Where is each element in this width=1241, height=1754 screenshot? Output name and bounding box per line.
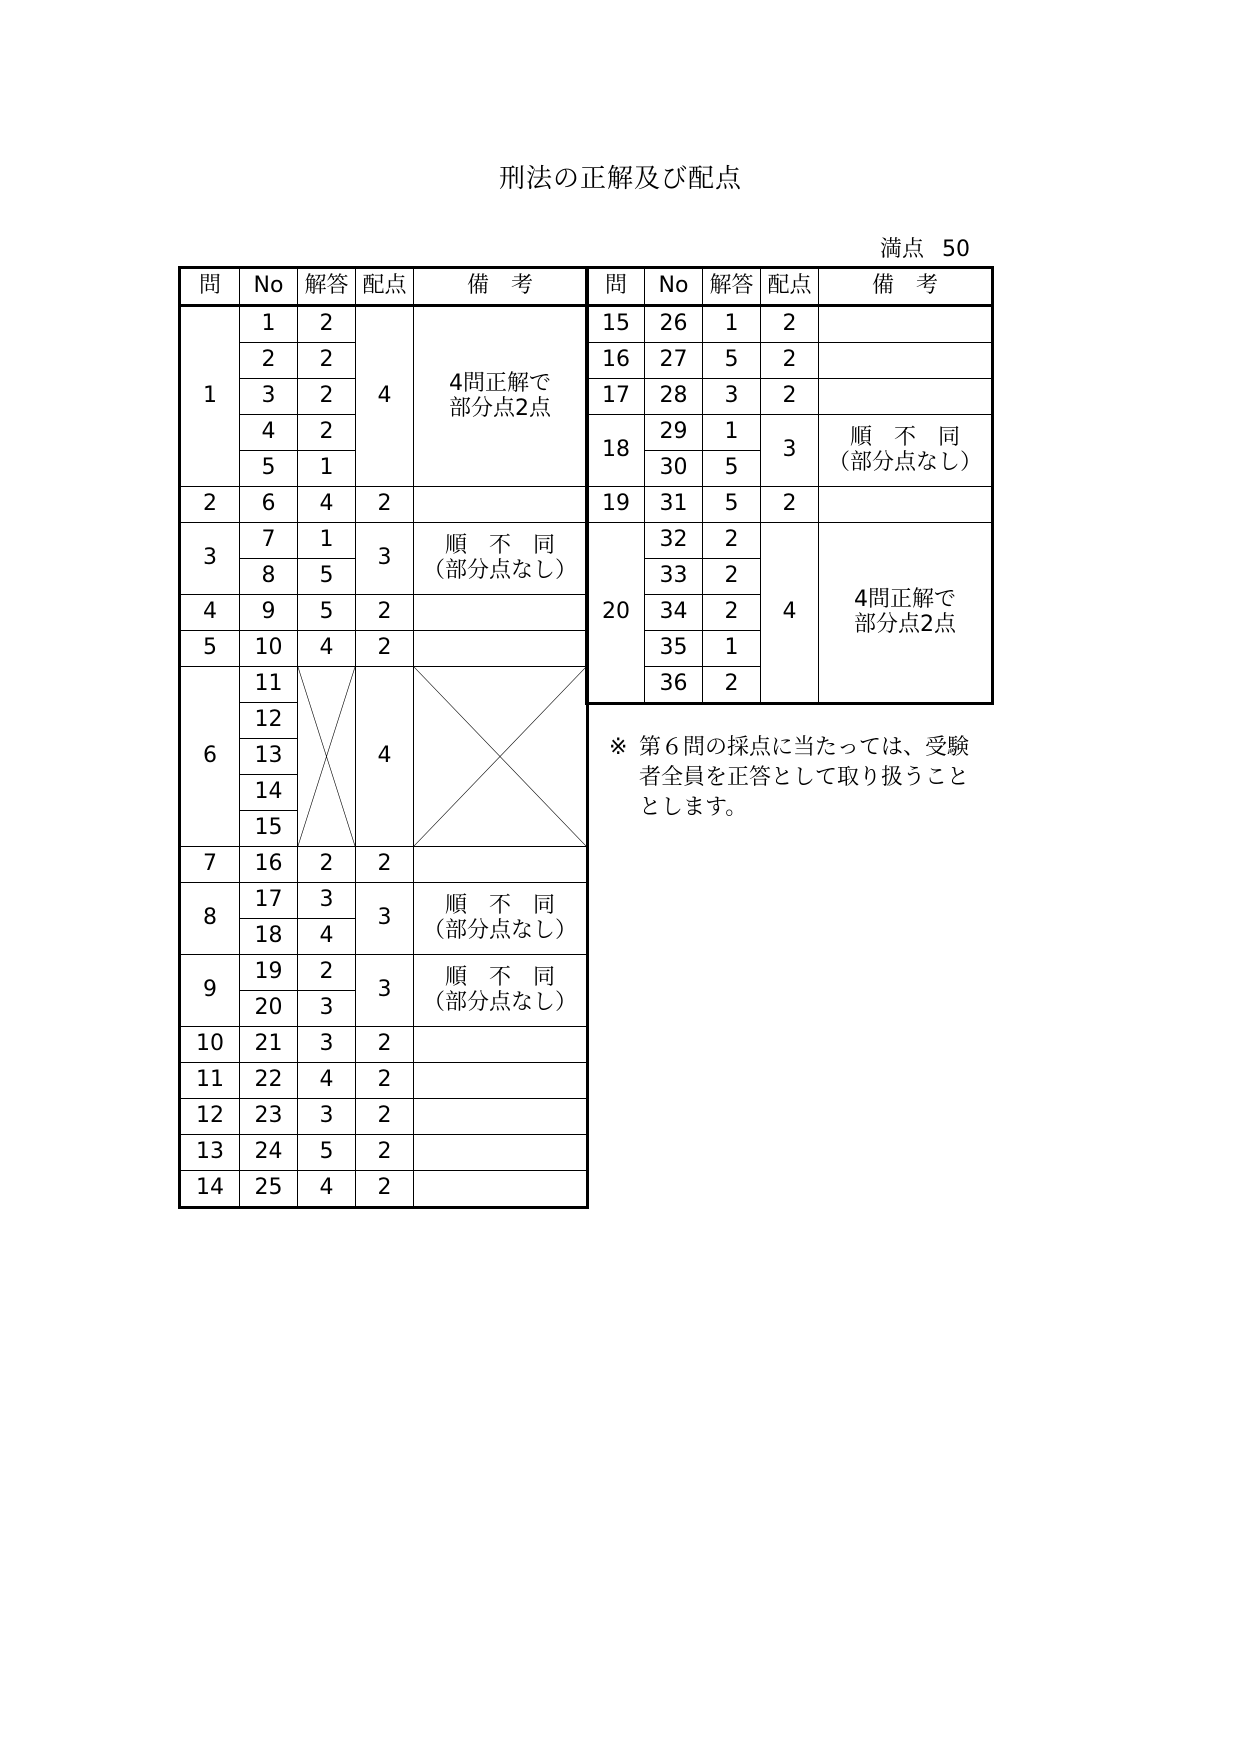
table-row [180,523,588,559]
item-no: 18 [240,919,298,955]
points: 2 [356,1027,414,1063]
header-answer: 解答 [703,268,761,306]
header-answer: 解答 [298,268,356,306]
item-no: 34 [645,595,703,631]
item-no: 7 [240,523,298,559]
item-no: 4 [240,415,298,451]
remark [414,1135,588,1171]
table-row [180,595,588,631]
header-points: 配点 [356,268,414,306]
answer: 5 [298,1135,356,1171]
remark: 順 不 同 （部分点なし） [414,883,588,955]
points: 2 [356,1171,414,1208]
item-no: 13 [240,739,298,775]
crossed-out-answer [298,667,356,847]
item-no: 27 [645,343,703,379]
item-no: 21 [240,1027,298,1063]
item-no: 30 [645,451,703,487]
answer: 1 [703,306,761,343]
question-number: 5 [180,631,240,667]
question-number: 4 [180,595,240,631]
answer: 2 [703,667,761,704]
item-no: 33 [645,559,703,595]
table-row [180,1135,588,1171]
remark: 4問正解で 部分点2点 [414,306,588,487]
question-number: 14 [180,1171,240,1208]
question-number: 20 [587,523,645,704]
answer: 5 [703,487,761,523]
header-row [587,268,993,306]
answer: 2 [703,595,761,631]
table-row [587,306,993,343]
item-no: 15 [240,811,298,847]
item-no: 3 [240,379,298,415]
cross-mark-icon [298,667,355,846]
remark: 順 不 同 （部分点なし） [414,523,588,595]
points: 2 [356,1135,414,1171]
header-no: No [240,268,298,306]
answer: 2 [298,343,356,379]
table-row [180,487,588,523]
points: 3 [761,415,819,487]
answer: 2 [298,847,356,883]
answer-table-left [178,266,589,1209]
answer: 5 [703,343,761,379]
table-row [180,955,588,991]
answer: 4 [298,487,356,523]
answer: 2 [703,523,761,559]
item-no: 14 [240,775,298,811]
header-points: 配点 [761,268,819,306]
answer: 2 [298,306,356,343]
item-no: 35 [645,631,703,667]
points: 2 [761,379,819,415]
question-number: 11 [180,1063,240,1099]
answer: 3 [298,991,356,1027]
question-number: 18 [587,415,645,487]
table-row [180,1063,588,1099]
table-row [180,306,588,343]
question-number: 12 [180,1099,240,1135]
remark [819,306,993,343]
table-row [180,1027,588,1063]
item-no: 8 [240,559,298,595]
table-row [587,343,993,379]
page-title: 刑法の正解及び配点 [498,164,742,194]
header-remarks: 備 考 [414,268,588,306]
answer: 1 [298,523,356,559]
item-no: 31 [645,487,703,523]
remark [414,1027,588,1063]
points: 2 [761,487,819,523]
question-number: 17 [587,379,645,415]
crossed-out-remark [414,667,588,847]
answer: 4 [298,919,356,955]
answer: 1 [703,415,761,451]
question-number: 16 [587,343,645,379]
table-row [180,883,588,919]
item-no: 36 [645,667,703,704]
table-row [180,631,588,667]
question-number: 6 [180,667,240,847]
points: 2 [356,1063,414,1099]
answer: 5 [298,559,356,595]
item-no: 22 [240,1063,298,1099]
answer: 4 [298,1171,356,1208]
footnote-text: 第６問の採点に当たっては、受験者全員を正答として取り扱うこととします。 [639,735,970,820]
table-row [587,487,993,523]
question-number: 3 [180,523,240,595]
points: 3 [356,523,414,595]
question-number: 15 [587,306,645,343]
points: 3 [356,883,414,955]
question-number: 19 [587,487,645,523]
answer: 3 [298,1099,356,1135]
item-no: 20 [240,991,298,1027]
remark [819,487,993,523]
points: 2 [356,595,414,631]
answer: 4 [298,1063,356,1099]
answer: 1 [703,631,761,667]
points: 2 [761,306,819,343]
question-number: 13 [180,1135,240,1171]
item-no: 16 [240,847,298,883]
answer: 2 [298,415,356,451]
header-no: No [645,268,703,306]
remark: 順 不 同 （部分点なし） [414,955,588,1027]
points: 2 [356,487,414,523]
remark: 4問正解で 部分点2点 [819,523,993,704]
points: 2 [761,343,819,379]
points: 4 [356,667,414,847]
answer: 4 [298,631,356,667]
remark [414,595,588,631]
item-no: 10 [240,631,298,667]
remark [819,379,993,415]
answer: 3 [298,1027,356,1063]
remark [414,487,588,523]
question-number: 8 [180,883,240,955]
item-no: 1 [240,306,298,343]
answer: 5 [703,451,761,487]
cross-mark-icon [414,667,586,846]
table-row [587,523,993,559]
remark [414,1063,588,1099]
table-row [180,1099,588,1135]
item-no: 9 [240,595,298,631]
remark [414,1171,588,1208]
answer: 3 [703,379,761,415]
answer: 2 [298,379,356,415]
remark [414,847,588,883]
item-no: 12 [240,703,298,739]
answer-table-right [585,266,994,705]
remark [414,631,588,667]
item-no: 19 [240,955,298,991]
item-no: 17 [240,883,298,919]
question-number: 1 [180,306,240,487]
table-row [587,379,993,415]
table-row [587,415,993,451]
points: 3 [356,955,414,1027]
answer: 1 [298,451,356,487]
item-no: 28 [645,379,703,415]
answer: 2 [298,955,356,991]
item-no: 32 [645,523,703,559]
item-no: 23 [240,1099,298,1135]
item-no: 25 [240,1171,298,1208]
header-remarks: 備 考 [819,268,993,306]
footnote [609,733,989,823]
item-no: 11 [240,667,298,703]
item-no: 29 [645,415,703,451]
points: 4 [356,306,414,487]
question-number: 9 [180,955,240,1027]
header-row [180,268,588,306]
reference-mark: ※ [609,735,628,760]
full-score-label: 満点 [880,237,925,262]
item-no: 5 [240,451,298,487]
question-number: 2 [180,487,240,523]
item-no: 2 [240,343,298,379]
item-no: 24 [240,1135,298,1171]
remark [414,1099,588,1135]
question-number: 7 [180,847,240,883]
answer: 3 [298,883,356,919]
full-score-value: 50 [942,237,971,262]
header-q: 問 [180,268,240,306]
answer: 5 [298,595,356,631]
points: 2 [356,631,414,667]
table-row [180,667,588,703]
points: 2 [356,1099,414,1135]
remark: 順 不 同 （部分点なし） [819,415,993,487]
question-number: 10 [180,1027,240,1063]
table-row [180,1171,588,1208]
remark [819,343,993,379]
points: 4 [761,523,819,704]
full-score [880,232,970,263]
table-row [180,847,588,883]
points: 2 [356,847,414,883]
item-no: 6 [240,487,298,523]
answer: 2 [703,559,761,595]
header-q: 問 [587,268,645,306]
item-no: 26 [645,306,703,343]
